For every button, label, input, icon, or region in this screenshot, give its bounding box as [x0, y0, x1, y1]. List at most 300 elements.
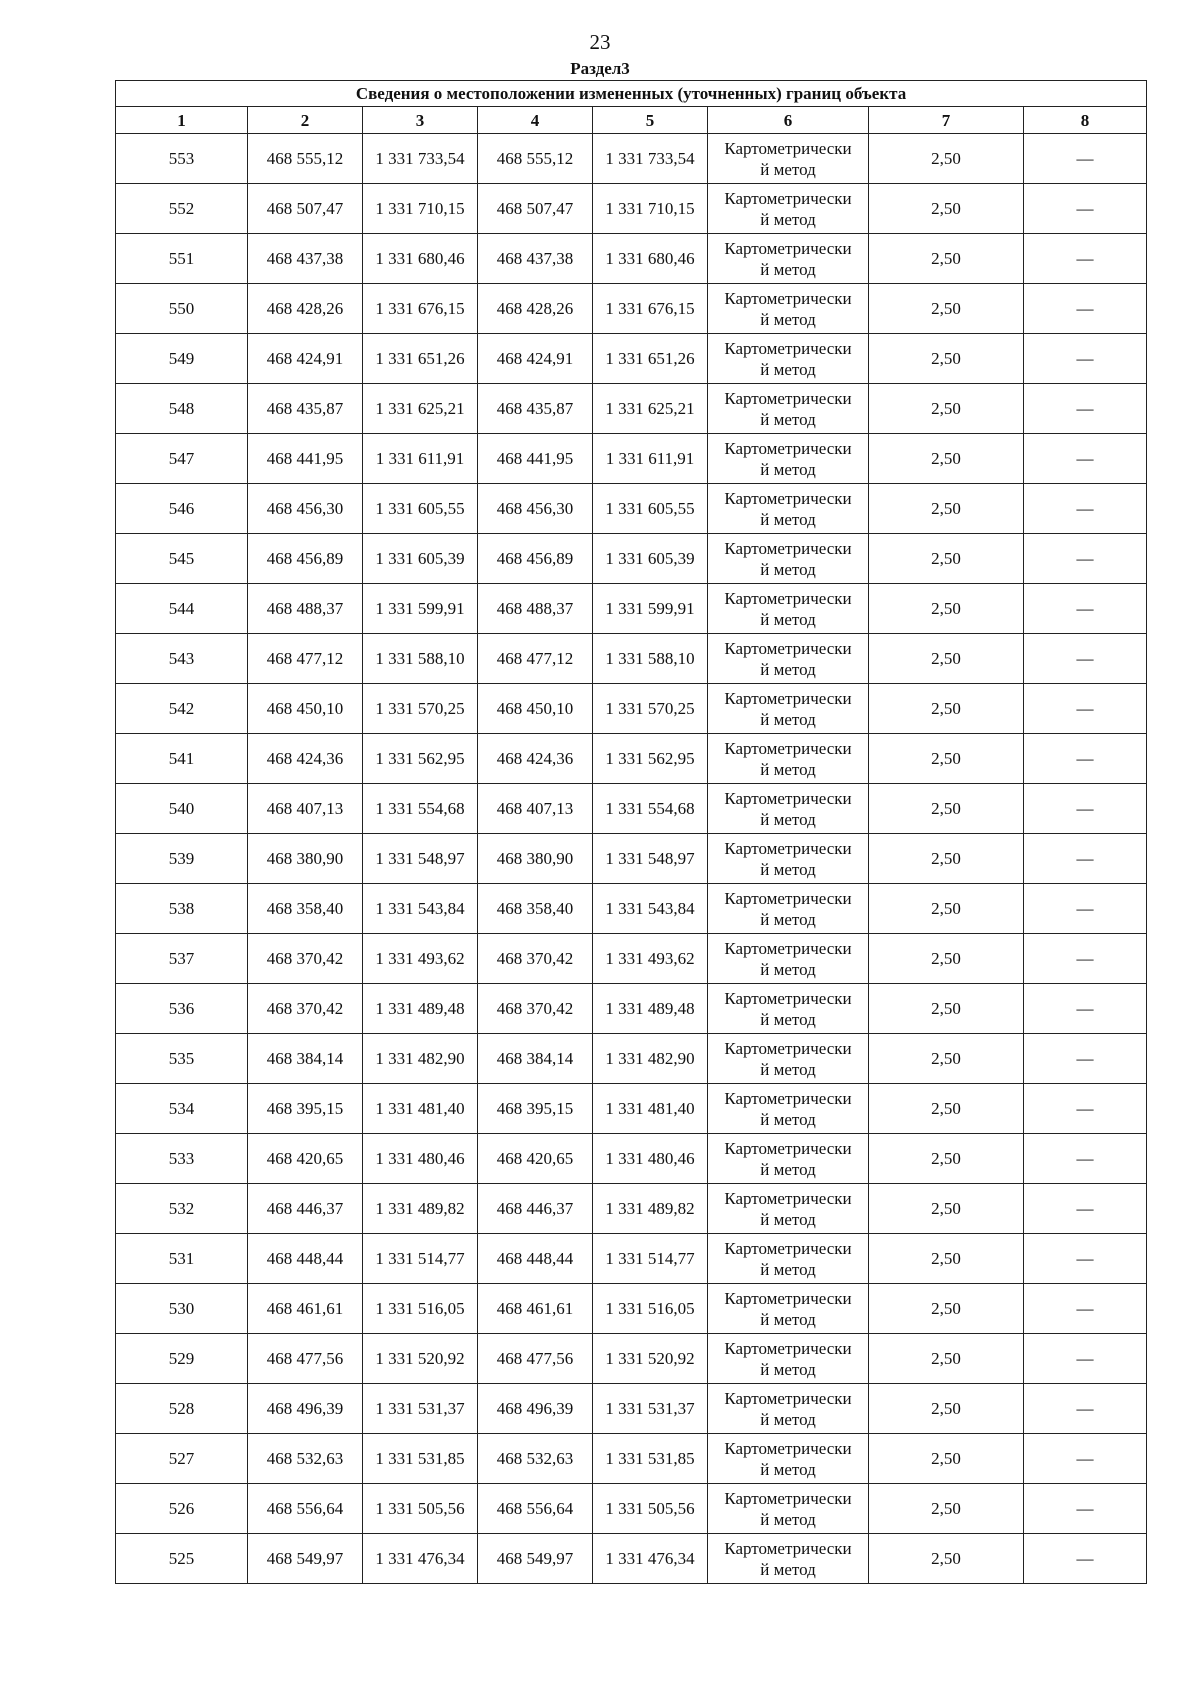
description-cell: — [1024, 1184, 1147, 1234]
table-row [116, 334, 1147, 384]
method-line-2: й метод [760, 1059, 816, 1079]
existing-y-cell: 1 331 489,82 [363, 1184, 478, 1234]
point-number-cell: 537 [116, 934, 248, 984]
table-caption: Сведения о местоположении измененных (уточненных) границ объекта [116, 81, 1147, 107]
method-line-2: й метод [760, 959, 816, 979]
new-x-cell: 468 555,12 [478, 134, 593, 184]
existing-y-cell: 1 331 710,15 [363, 184, 478, 234]
new-y-cell: 1 331 625,21 [593, 384, 708, 434]
description-cell: — [1024, 334, 1147, 384]
precision-cell: 2,50 [869, 384, 1024, 434]
new-y-cell: 1 331 480,46 [593, 1134, 708, 1184]
new-y-cell: 1 331 520,92 [593, 1334, 708, 1384]
new-y-cell: 1 331 554,68 [593, 784, 708, 834]
existing-x-cell: 468 437,38 [248, 234, 363, 284]
precision-cell: 2,50 [869, 884, 1024, 934]
precision-cell: 2,50 [869, 434, 1024, 484]
new-x-cell: 468 488,37 [478, 584, 593, 634]
precision-cell: 2,50 [869, 284, 1024, 334]
method-line-1: Картометрически [724, 388, 852, 408]
new-x-cell: 468 380,90 [478, 834, 593, 884]
new-y-cell: 1 331 493,62 [593, 934, 708, 984]
method-line-2: й метод [760, 1359, 816, 1379]
new-y-cell: 1 331 605,39 [593, 534, 708, 584]
method-line-2: й метод [760, 159, 816, 179]
method-cell [708, 634, 869, 684]
method-line-1: Картометрически [724, 988, 852, 1008]
method-cell [708, 134, 869, 184]
column-number-7: 7 [869, 107, 1024, 134]
precision-cell: 2,50 [869, 1034, 1024, 1084]
method-line-2: й метод [760, 1509, 816, 1529]
method-line-2: й метод [760, 1159, 816, 1179]
method-cell [708, 334, 869, 384]
new-x-cell: 468 358,40 [478, 884, 593, 934]
new-y-cell: 1 331 476,34 [593, 1534, 708, 1584]
method-line-2: й метод [760, 859, 816, 879]
method-line-2: й метод [760, 609, 816, 629]
precision-cell: 2,50 [869, 834, 1024, 884]
existing-x-cell: 468 370,42 [248, 984, 363, 1034]
existing-x-cell: 468 428,26 [248, 284, 363, 334]
precision-cell: 2,50 [869, 984, 1024, 1034]
existing-y-cell: 1 331 476,34 [363, 1534, 478, 1584]
method-cell [708, 1484, 869, 1534]
method-line-1: Картометрически [724, 1438, 852, 1458]
precision-cell: 2,50 [869, 334, 1024, 384]
method-cell [708, 1034, 869, 1084]
new-x-cell: 468 456,89 [478, 534, 593, 584]
existing-y-cell: 1 331 625,21 [363, 384, 478, 434]
new-y-cell: 1 331 605,55 [593, 484, 708, 534]
method-line-2: й метод [760, 409, 816, 429]
method-line-1: Картометрически [724, 1038, 852, 1058]
method-cell [708, 284, 869, 334]
existing-y-cell: 1 331 733,54 [363, 134, 478, 184]
point-number-cell: 536 [116, 984, 248, 1034]
existing-x-cell: 468 384,14 [248, 1034, 363, 1084]
table-row [116, 1184, 1147, 1234]
existing-x-cell: 468 507,47 [248, 184, 363, 234]
method-cell [708, 684, 869, 734]
existing-y-cell: 1 331 543,84 [363, 884, 478, 934]
existing-y-cell: 1 331 548,97 [363, 834, 478, 884]
table-row [116, 984, 1147, 1034]
new-y-cell: 1 331 481,40 [593, 1084, 708, 1134]
new-y-cell: 1 331 676,15 [593, 284, 708, 334]
table-row [116, 1534, 1147, 1584]
precision-cell: 2,50 [869, 1384, 1024, 1434]
method-line-1: Картометрически [724, 638, 852, 658]
description-cell: — [1024, 434, 1147, 484]
existing-x-cell: 468 407,13 [248, 784, 363, 834]
description-cell: — [1024, 734, 1147, 784]
new-y-cell: 1 331 543,84 [593, 884, 708, 934]
point-number-cell: 551 [116, 234, 248, 284]
existing-y-cell: 1 331 514,77 [363, 1234, 478, 1284]
description-cell: — [1024, 484, 1147, 534]
method-cell [708, 784, 869, 834]
description-cell: — [1024, 1484, 1147, 1534]
method-line-2: й метод [760, 1409, 816, 1429]
precision-cell: 2,50 [869, 484, 1024, 534]
existing-x-cell: 468 549,97 [248, 1534, 363, 1584]
table-row [116, 634, 1147, 684]
description-cell: — [1024, 184, 1147, 234]
description-cell: — [1024, 384, 1147, 434]
point-number-cell: 542 [116, 684, 248, 734]
method-line-1: Картометрически [724, 1338, 852, 1358]
precision-cell: 2,50 [869, 1134, 1024, 1184]
table-row [116, 484, 1147, 534]
point-number-cell: 528 [116, 1384, 248, 1434]
precision-cell: 2,50 [869, 1434, 1024, 1484]
table-row [116, 834, 1147, 884]
precision-cell: 2,50 [869, 584, 1024, 634]
method-line-2: й метод [760, 509, 816, 529]
existing-y-cell: 1 331 562,95 [363, 734, 478, 784]
precision-cell: 2,50 [869, 634, 1024, 684]
new-x-cell: 468 496,39 [478, 1384, 593, 1434]
new-x-cell: 468 456,30 [478, 484, 593, 534]
new-y-cell: 1 331 531,85 [593, 1434, 708, 1484]
existing-y-cell: 1 331 554,68 [363, 784, 478, 834]
table-row [116, 784, 1147, 834]
point-number-cell: 548 [116, 384, 248, 434]
description-cell: — [1024, 884, 1147, 934]
method-cell [708, 434, 869, 484]
precision-cell: 2,50 [869, 1334, 1024, 1384]
table-row [116, 234, 1147, 284]
point-number-cell: 538 [116, 884, 248, 934]
existing-y-cell: 1 331 489,48 [363, 984, 478, 1034]
precision-cell: 2,50 [869, 1184, 1024, 1234]
new-x-cell: 468 477,12 [478, 634, 593, 684]
new-x-cell: 468 441,95 [478, 434, 593, 484]
point-number-cell: 549 [116, 334, 248, 384]
existing-x-cell: 468 420,65 [248, 1134, 363, 1184]
method-line-2: й метод [760, 359, 816, 379]
precision-cell: 2,50 [869, 684, 1024, 734]
existing-x-cell: 468 424,36 [248, 734, 363, 784]
method-cell [708, 484, 869, 534]
precision-cell: 2,50 [869, 1084, 1024, 1134]
method-line-1: Картометрически [724, 938, 852, 958]
description-cell: — [1024, 584, 1147, 634]
table-row [116, 1334, 1147, 1384]
new-y-cell: 1 331 505,56 [593, 1484, 708, 1534]
description-cell: — [1024, 634, 1147, 684]
method-line-2: й метод [760, 709, 816, 729]
existing-y-cell: 1 331 676,15 [363, 284, 478, 334]
existing-x-cell: 468 450,10 [248, 684, 363, 734]
existing-y-cell: 1 331 599,91 [363, 584, 478, 634]
table-row [116, 1434, 1147, 1484]
existing-x-cell: 468 370,42 [248, 934, 363, 984]
column-number-3: 3 [363, 107, 478, 134]
table-row [116, 534, 1147, 584]
new-x-cell: 468 532,63 [478, 1434, 593, 1484]
existing-y-cell: 1 331 651,26 [363, 334, 478, 384]
existing-y-cell: 1 331 531,37 [363, 1384, 478, 1434]
description-cell: — [1024, 1384, 1147, 1434]
table-row [116, 184, 1147, 234]
new-y-cell: 1 331 588,10 [593, 634, 708, 684]
precision-cell: 2,50 [869, 1484, 1024, 1534]
existing-y-cell: 1 331 480,46 [363, 1134, 478, 1184]
precision-cell: 2,50 [869, 784, 1024, 834]
description-cell: — [1024, 1534, 1147, 1584]
existing-x-cell: 468 461,61 [248, 1284, 363, 1334]
existing-y-cell: 1 331 520,92 [363, 1334, 478, 1384]
description-cell: — [1024, 1434, 1147, 1484]
method-line-2: й метод [760, 209, 816, 229]
method-line-1: Картометрически [724, 1388, 852, 1408]
description-cell: — [1024, 1234, 1147, 1284]
new-y-cell: 1 331 651,26 [593, 334, 708, 384]
precision-cell: 2,50 [869, 1284, 1024, 1334]
method-line-2: й метод [760, 659, 816, 679]
method-cell [708, 1284, 869, 1334]
description-cell: — [1024, 1284, 1147, 1334]
existing-x-cell: 468 496,39 [248, 1384, 363, 1434]
point-number-cell: 529 [116, 1334, 248, 1384]
method-line-2: й метод [760, 1009, 816, 1029]
existing-y-cell: 1 331 605,55 [363, 484, 478, 534]
existing-y-cell: 1 331 516,05 [363, 1284, 478, 1334]
method-cell [708, 184, 869, 234]
existing-x-cell: 468 556,64 [248, 1484, 363, 1534]
new-x-cell: 468 437,38 [478, 234, 593, 284]
existing-x-cell: 468 477,12 [248, 634, 363, 684]
method-cell [708, 1084, 869, 1134]
table-row [116, 134, 1147, 184]
column-number-4: 4 [478, 107, 593, 134]
point-number-cell: 535 [116, 1034, 248, 1084]
method-line-1: Картометрически [724, 1088, 852, 1108]
existing-x-cell: 468 448,44 [248, 1234, 363, 1284]
point-number-cell: 533 [116, 1134, 248, 1184]
method-line-1: Картометрически [724, 588, 852, 608]
existing-y-cell: 1 331 481,40 [363, 1084, 478, 1134]
table-row [116, 1484, 1147, 1534]
method-line-2: й метод [760, 809, 816, 829]
precision-cell: 2,50 [869, 1234, 1024, 1284]
point-number-cell: 540 [116, 784, 248, 834]
point-number-cell: 531 [116, 1234, 248, 1284]
new-y-cell: 1 331 489,48 [593, 984, 708, 1034]
new-y-cell: 1 331 516,05 [593, 1284, 708, 1334]
new-x-cell: 468 420,65 [478, 1134, 593, 1184]
point-number-cell: 541 [116, 734, 248, 784]
description-cell: — [1024, 784, 1147, 834]
existing-y-cell: 1 331 605,39 [363, 534, 478, 584]
description-cell: — [1024, 534, 1147, 584]
point-number-cell: 527 [116, 1434, 248, 1484]
existing-y-cell: 1 331 588,10 [363, 634, 478, 684]
description-cell: — [1024, 834, 1147, 884]
method-line-2: й метод [760, 1309, 816, 1329]
method-cell [708, 1384, 869, 1434]
description-cell: — [1024, 234, 1147, 284]
description-cell: — [1024, 284, 1147, 334]
method-line-1: Картометрически [724, 488, 852, 508]
new-y-cell: 1 331 548,97 [593, 834, 708, 884]
method-line-2: й метод [760, 759, 816, 779]
method-cell [708, 934, 869, 984]
table-row [116, 734, 1147, 784]
table-row [116, 1034, 1147, 1084]
new-y-cell: 1 331 680,46 [593, 234, 708, 284]
new-x-cell: 468 384,14 [478, 1034, 593, 1084]
table-row [116, 934, 1147, 984]
method-line-1: Картометрически [724, 1188, 852, 1208]
point-number-cell: 530 [116, 1284, 248, 1334]
new-y-cell: 1 331 570,25 [593, 684, 708, 734]
new-x-cell: 468 370,42 [478, 934, 593, 984]
method-line-1: Картометрически [724, 338, 852, 358]
new-x-cell: 468 424,91 [478, 334, 593, 384]
new-y-cell: 1 331 611,91 [593, 434, 708, 484]
new-y-cell: 1 331 482,90 [593, 1034, 708, 1084]
precision-cell: 2,50 [869, 1534, 1024, 1584]
precision-cell: 2,50 [869, 234, 1024, 284]
method-line-1: Картометрически [724, 138, 852, 158]
method-line-2: й метод [760, 1459, 816, 1479]
point-number-cell: 539 [116, 834, 248, 884]
column-number-5: 5 [593, 107, 708, 134]
method-cell [708, 584, 869, 634]
point-number-cell: 550 [116, 284, 248, 334]
method-line-2: й метод [760, 1559, 816, 1579]
method-line-1: Картометрически [724, 1288, 852, 1308]
point-number-cell: 547 [116, 434, 248, 484]
description-cell: — [1024, 1034, 1147, 1084]
existing-y-cell: 1 331 505,56 [363, 1484, 478, 1534]
column-number-8: 8 [1024, 107, 1147, 134]
table-row [116, 1084, 1147, 1134]
method-line-1: Картометрически [724, 888, 852, 908]
point-number-cell: 534 [116, 1084, 248, 1134]
method-cell [708, 384, 869, 434]
existing-x-cell: 468 488,37 [248, 584, 363, 634]
method-line-2: й метод [760, 1109, 816, 1129]
method-cell [708, 834, 869, 884]
existing-x-cell: 468 395,15 [248, 1084, 363, 1134]
new-x-cell: 468 448,44 [478, 1234, 593, 1284]
new-x-cell: 468 549,97 [478, 1534, 593, 1584]
new-x-cell: 468 395,15 [478, 1084, 593, 1134]
table-row [116, 884, 1147, 934]
method-line-1: Картометрически [724, 1488, 852, 1508]
method-cell [708, 234, 869, 284]
point-number-cell: 552 [116, 184, 248, 234]
existing-x-cell: 468 435,87 [248, 384, 363, 434]
existing-y-cell: 1 331 611,91 [363, 434, 478, 484]
existing-y-cell: 1 331 493,62 [363, 934, 478, 984]
existing-y-cell: 1 331 482,90 [363, 1034, 478, 1084]
method-line-2: й метод [760, 1209, 816, 1229]
new-x-cell: 468 407,13 [478, 784, 593, 834]
method-line-1: Картометрически [724, 238, 852, 258]
page-number: 23 [589, 30, 611, 54]
point-number-cell: 553 [116, 134, 248, 184]
precision-cell: 2,50 [869, 134, 1024, 184]
method-cell [708, 534, 869, 584]
new-y-cell: 1 331 514,77 [593, 1234, 708, 1284]
method-cell [708, 984, 869, 1034]
point-number-cell: 525 [116, 1534, 248, 1584]
method-cell [708, 734, 869, 784]
existing-x-cell: 468 424,91 [248, 334, 363, 384]
method-line-2: й метод [760, 559, 816, 579]
existing-x-cell: 468 358,40 [248, 884, 363, 934]
method-cell [708, 1434, 869, 1484]
table-row [116, 684, 1147, 734]
point-number-cell: 532 [116, 1184, 248, 1234]
new-y-cell: 1 331 531,37 [593, 1384, 708, 1434]
method-line-2: й метод [760, 909, 816, 929]
method-line-1: Картометрически [724, 738, 852, 758]
new-y-cell: 1 331 489,82 [593, 1184, 708, 1234]
method-line-1: Картометрически [724, 1238, 852, 1258]
column-number-row [116, 107, 1147, 134]
method-cell [708, 1134, 869, 1184]
method-line-2: й метод [760, 259, 816, 279]
new-x-cell: 468 507,47 [478, 184, 593, 234]
point-number-cell: 546 [116, 484, 248, 534]
new-x-cell: 468 450,10 [478, 684, 593, 734]
method-line-1: Картометрически [724, 538, 852, 558]
existing-y-cell: 1 331 531,85 [363, 1434, 478, 1484]
method-line-1: Картометрически [724, 188, 852, 208]
method-line-1: Картометрически [724, 288, 852, 308]
method-cell [708, 1184, 869, 1234]
existing-x-cell: 468 456,89 [248, 534, 363, 584]
table-row [116, 284, 1147, 334]
existing-x-cell: 468 380,90 [248, 834, 363, 884]
precision-cell: 2,50 [869, 934, 1024, 984]
table-row [116, 1134, 1147, 1184]
new-y-cell: 1 331 599,91 [593, 584, 708, 634]
method-line-1: Картометрически [724, 438, 852, 458]
description-cell: — [1024, 934, 1147, 984]
existing-x-cell: 468 456,30 [248, 484, 363, 534]
new-x-cell: 468 461,61 [478, 1284, 593, 1334]
method-line-2: й метод [760, 459, 816, 479]
method-cell [708, 1534, 869, 1584]
method-line-1: Картометрически [724, 1538, 852, 1558]
table-row [116, 434, 1147, 484]
new-x-cell: 468 428,26 [478, 284, 593, 334]
method-line-1: Картометрически [724, 838, 852, 858]
method-cell [708, 1234, 869, 1284]
description-cell: — [1024, 984, 1147, 1034]
table-row [116, 584, 1147, 634]
precision-cell: 2,50 [869, 534, 1024, 584]
description-cell: — [1024, 1334, 1147, 1384]
precision-cell: 2,50 [869, 734, 1024, 784]
point-number-cell: 526 [116, 1484, 248, 1534]
new-x-cell: 468 370,42 [478, 984, 593, 1034]
method-cell [708, 884, 869, 934]
existing-x-cell: 468 446,37 [248, 1184, 363, 1234]
new-y-cell: 1 331 733,54 [593, 134, 708, 184]
point-number-cell: 543 [116, 634, 248, 684]
method-line-1: Картометрически [724, 788, 852, 808]
column-number-2: 2 [248, 107, 363, 134]
method-line-1: Картометрически [724, 688, 852, 708]
